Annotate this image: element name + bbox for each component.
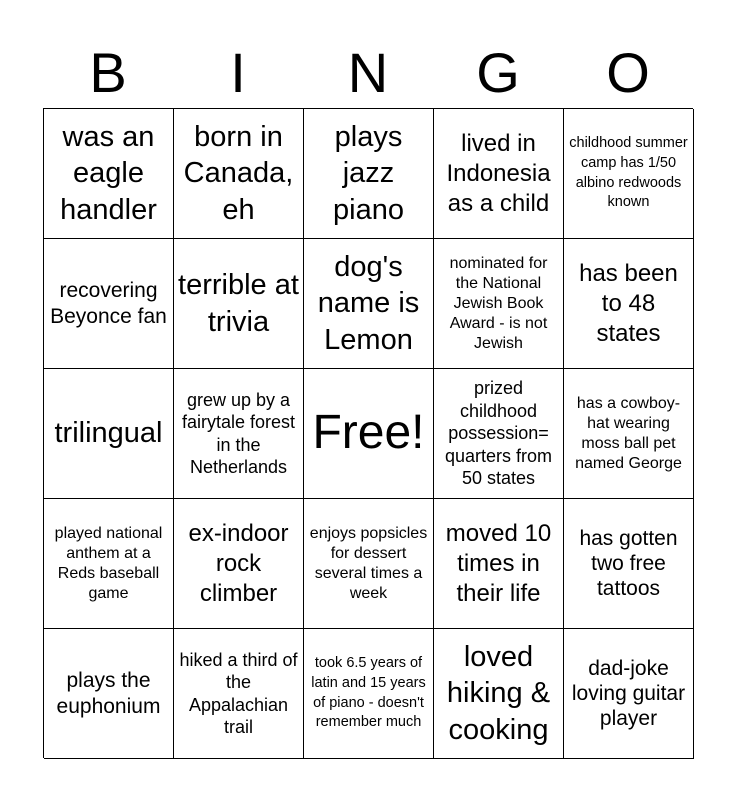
cell-text: lived in Indonesia as a child [446,129,551,217]
cell-text: prized childhood possession= quarters from 50 states [444,378,553,489]
bingo-cell[interactable] [44,369,174,499]
cell-text: plays the euphonium [56,669,161,718]
cell-text: childhood summer camp has 1/50 albino redwoods known [569,135,688,211]
cell-text: terrible at trivia [178,269,299,338]
bingo-cell[interactable] [44,109,174,239]
bingo-cell[interactable] [304,629,434,759]
bingo-cell[interactable] [44,239,174,369]
cell-text: born in Canada, eh [183,121,294,226]
bingo-cell[interactable] [434,109,564,239]
bingo-cell[interactable] [174,109,304,239]
cell-text: ex-indoor rock climber [188,519,289,607]
bingo-cell[interactable] [44,499,174,629]
cell-text: grew up by a fairytale forest in the Netherlands [181,389,296,477]
cell-text: played national anthem at a Reds baseball game [54,524,163,602]
bingo-cell[interactable] [434,239,564,369]
bingo-cell[interactable] [44,629,174,759]
bingo-grid [43,108,693,758]
bingo-cell[interactable] [434,629,564,759]
bingo-cell[interactable] [304,109,434,239]
bingo-cell[interactable] [174,499,304,629]
cell-text: plays jazz piano [333,121,404,226]
cell-text: recovering Beyonce fan [50,279,167,328]
header-letter-o: O [606,41,650,104]
cell-text: nominated for the National Jewish Book Award - is not Jewish [449,254,548,352]
bingo-cell[interactable] [304,499,434,629]
header-letter-n: N [347,41,389,104]
header-letter-g: G [476,41,520,104]
free-space-label: Free! [312,406,425,460]
bingo-cell[interactable] [174,369,304,499]
cell-text: has been to 48 states [579,259,678,347]
free-space-cell[interactable] [304,369,434,499]
cell-text: hiked a third of the Appalachian trail [179,649,298,737]
bingo-cell[interactable] [434,499,564,629]
cell-text: took 6.5 years of latin and 15 years of piano - doesn't remember much [311,655,426,731]
bingo-cell[interactable] [564,629,694,759]
cell-text: loved hiking & cooking [446,641,551,746]
header-letter-i: I [230,41,246,104]
cell-text: has gotten two free tattoos [579,526,678,601]
bingo-cell[interactable] [174,239,304,369]
cell-text: was an eagle handler [60,121,157,226]
bingo-cell[interactable] [174,629,304,759]
cell-text: enjoys popsicles for dessert several times a week [309,524,428,602]
bingo-cell[interactable] [564,499,694,629]
bingo-cell[interactable] [304,239,434,369]
bingo-cell[interactable] [564,109,694,239]
bingo-cell[interactable] [434,369,564,499]
bingo-header [43,38,693,108]
cell-text: has a cowboy-hat wearing moss ball pet named George [575,394,682,472]
cell-text: moved 10 times in their life [445,519,552,607]
cell-text: dad-joke loving guitar player [571,656,686,731]
header-letter-b: B [89,41,127,104]
bingo-cell[interactable] [564,369,694,499]
cell-text: dog's name is Lemon [317,251,420,356]
cell-text: trilingual [54,417,163,450]
bingo-cell[interactable] [564,239,694,369]
